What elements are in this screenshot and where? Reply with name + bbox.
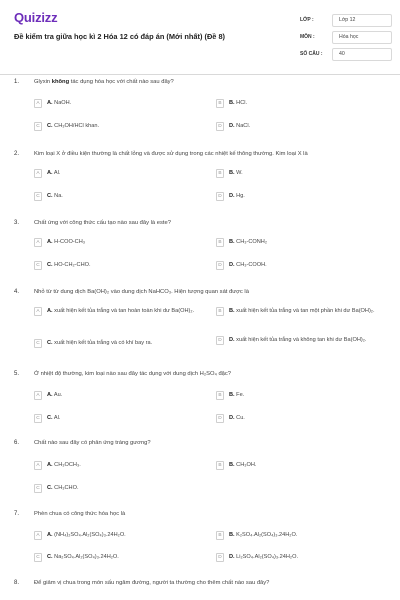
option-text: D. NaCl. [229,122,251,129]
option-letter-box: A [34,461,42,470]
worksheet-header [0,0,400,75]
option-text: C. CH₃CHO. [47,484,79,491]
option-letter-box: C [34,261,42,270]
option-b[interactable] [216,169,243,178]
option-letter-box: B [216,391,224,400]
option-letter-box: A [34,307,42,316]
quizizz-logo: Quizizz [14,10,58,25]
option-d[interactable] [216,261,267,270]
option-text: A. (NH₄)₂SO₄.Al₂(SO₄)₃.24H₂O. [47,531,126,538]
option-b[interactable] [216,531,297,540]
option-text: A. H-COO-CH₃ [47,238,86,245]
option-letter-box: D [216,192,224,201]
option-text: A. Al. [47,169,61,176]
option-text: B. CH₃-CONH₂ [229,238,268,245]
option-d[interactable] [216,553,298,562]
option-letter-box: C [34,484,42,493]
option-text: A. CH₃OCH₃. [47,461,81,468]
option-text: A. NaOH. [47,99,72,106]
option-letter-box: C [34,339,42,348]
page-title: Đề kiểm tra giữa học kì 2 Hóa 12 có đáp án (Mới nhất) (Đề 8) [14,32,226,41]
option-letter-box: B [216,531,224,540]
option-letter-box: B [216,169,224,178]
question-number: 7. [14,511,20,517]
option-letter-box: A [34,99,42,108]
option-letter-box: C [34,553,42,562]
meta-panel [300,12,392,63]
option-c[interactable] [34,484,79,493]
option-text: D. xuất hiện kết tủa trắng và không tan khi dư Ba(OH)₂. [229,336,367,343]
option-b[interactable] [216,461,256,470]
option-text: D. Cu. [229,414,245,421]
option-letter-box: B [216,307,224,316]
option-text: C. Al. [47,414,61,421]
meta-row-class [300,12,392,28]
option-b[interactable] [216,307,392,316]
question-text: Glyxin không tác dụng hóa học với chất nào sau đây? [34,79,174,85]
option-a[interactable] [34,307,212,316]
option-text: A. Au. [47,391,63,398]
option-a[interactable] [34,531,126,540]
option-letter-box: D [216,261,224,270]
option-a[interactable] [34,238,85,247]
option-text: B. xuất hiện kết tủa trắng và tan một phần khi dư Ba(OH)₂. [229,307,375,314]
option-d[interactable] [216,122,250,131]
meta-value-class: Lớp 12 [332,14,392,27]
option-text: C. xuất hiện kết tủa trắng và có khí bay ra. [47,339,153,346]
question-number: 4. [14,289,20,295]
option-letter-box: C [34,192,42,201]
option-c[interactable] [34,339,212,348]
option-letter-box: B [216,99,224,108]
option-letter-box: A [34,531,42,540]
option-c[interactable] [34,414,60,423]
option-c[interactable] [34,553,119,562]
option-a[interactable] [34,391,62,400]
option-a[interactable] [34,461,81,470]
question-text: Phèn chua có công thức hóa học là [34,511,126,517]
question-text: Chất nào sau đây có phản ứng tráng gương? [34,440,151,446]
option-a[interactable] [34,99,71,108]
question-number: 3. [14,220,20,226]
option-letter-box: A [34,238,42,247]
option-d[interactable] [216,414,245,423]
option-text: D. Hg. [229,192,245,199]
option-b[interactable] [216,99,247,108]
option-text: B. K₂SO₄.Al₂(SO₄)₃.24H₂O. [229,531,298,538]
meta-value-count: 40 [332,48,392,61]
option-letter-box: A [34,169,42,178]
option-letter-box: B [216,461,224,470]
option-text: D. CH₃-COOH. [229,261,267,268]
option-text: C. Na. [47,192,63,199]
question-text: Ở nhiệt độ thường, kim loại nào sau đây tác dụng với dung dịch H₂SO₄ đặc? [34,371,232,377]
option-d[interactable] [216,192,245,201]
option-text: C. HO-CH₂-CHO. [47,261,91,268]
question-number: 8. [14,580,20,586]
option-letter-box: A [34,391,42,400]
option-letter-box: D [216,553,224,562]
option-text: C. CH₃OH/HCl khan. [47,122,100,129]
option-b[interactable] [216,238,267,247]
option-letter-box: B [216,238,224,247]
question-text: Chất ứng với công thức cấu tạo nào sau đây là este? [34,220,171,226]
option-text: D. Li₂SO₄.Al₂(SO₄)₃.24H₂O. [229,553,299,560]
option-b[interactable] [216,391,244,400]
question-number: 5. [14,371,20,377]
option-text: B. HCl. [229,99,248,106]
meta-label: SỐ CÂU : [300,51,323,57]
option-text: C. Na₂SO₄.Al₂(SO₄)₃.24H₂O. [47,553,119,560]
option-text: A. xuất hiện kết tủa trắng và tan hoàn toàn khi dư Ba(OH)₂. [47,307,195,314]
option-letter-box: D [216,336,224,345]
option-c[interactable] [34,192,63,201]
option-c[interactable] [34,122,99,131]
meta-value-subject: Hóa học [332,31,392,44]
meta-row-subject [300,29,392,45]
option-c[interactable] [34,261,91,270]
option-text: B. CH₃OH. [229,461,257,468]
meta-label: LỚP : [300,17,314,23]
option-d[interactable] [216,336,392,345]
option-text: B. W. [229,169,243,176]
meta-label: MÔN : [300,34,315,40]
option-letter-box: D [216,122,224,131]
question-text: Để giảm vị chua trong món sấu ngâm đường, người ta thường cho thêm chất nào sau đây? [34,580,270,586]
option-letter-box: C [34,414,42,423]
option-text: B. Fe. [229,391,245,398]
question-text: Kim loại X ở điều kiện thường là chất lỏng và được sử dụng trong các nhiệt kế thông thường. Kim loại X là [34,151,308,157]
question-number: 2. [14,151,20,157]
option-letter-box: C [34,122,42,131]
meta-row-count [300,46,392,62]
question-text: Nhỏ từ từ dung dịch Ba(OH)₂ vào dung dịch NaHCO₃. Hiện tượng quan sát được là [34,289,249,295]
question-number: 6. [14,440,20,446]
question-number: 1. [14,79,20,85]
option-letter-box: D [216,414,224,423]
option-a[interactable] [34,169,60,178]
